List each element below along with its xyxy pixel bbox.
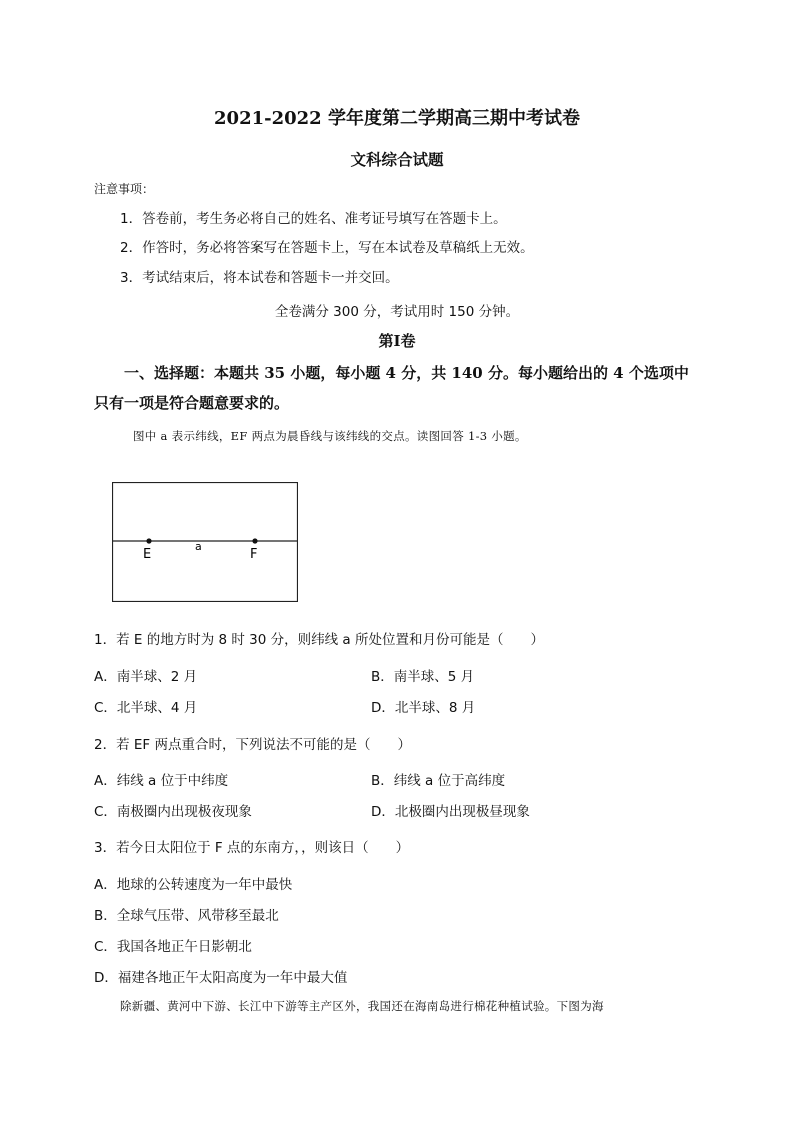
- notice-item: 1．答卷前，考生务必将自己的姓名、准考证号填写在答题卡上。: [120, 211, 507, 227]
- score-line: 全卷满分 300 分，考试用时 150 分钟。: [274, 304, 520, 320]
- question-2-option-d: D．北极圈内出现极昼现象: [371, 804, 530, 820]
- question-3-option-c: C．我国各地正午日影朝北: [94, 939, 252, 955]
- notice-item: 2．作答时，务必将答案写在答题卡上，写在本试卷及草稿纸上无效。: [120, 240, 534, 256]
- question-intro: 图中 a 表示纬线，EF 两点为晨昏线与该纬线的交点。读图回答 1-3 小题。: [133, 429, 527, 443]
- volume-heading: 第Ⅰ卷: [378, 332, 416, 350]
- question-2-stem: 2．若 EF 两点重合时，下列说法不可能的是（ ）: [94, 737, 411, 753]
- question-3-stem: 3．若今日太阳位于 F 点的东南方，，则该日（ ）: [94, 840, 410, 856]
- label-e: E: [143, 547, 152, 562]
- notice-heading: 注意事项：: [94, 182, 155, 196]
- question-1-option-a: A．南半球、2 月: [94, 669, 198, 685]
- question-1-option-b: B．南半球、5 月: [371, 669, 475, 685]
- notice-item: 3．考试结束后，将本试卷和答题卡一并交回。: [120, 270, 399, 286]
- next-passage-intro: 除新疆、黄河中下游、长江中下游等主产区外，我国还在海南岛进行棉花种植试验。下图为海: [120, 999, 604, 1013]
- section-heading-line1: 一、选择题：本题共 35 小题，每小题 4 分，共 140 分。每小题给出的 4 个选项中: [124, 364, 689, 382]
- label-a: a: [195, 540, 202, 553]
- question-3-option-b: B．全球气压带、风带移至最北: [94, 908, 279, 924]
- label-f: F: [250, 547, 258, 562]
- exam-title: 2021-2022 学年度第二学期高三期中考试卷: [214, 108, 580, 129]
- diagram-frame: [113, 483, 298, 602]
- question-1-option-d: D．北半球、8 月: [371, 700, 476, 716]
- question-1-option-c: C．北半球、4 月: [94, 700, 198, 716]
- section-heading-line2: 只有一项是符合题意要求的。: [94, 394, 290, 412]
- question-2-option-b: B．纬线 a 位于高纬度: [371, 773, 506, 789]
- question-2-option-a: A．纬线 a 位于中纬度: [94, 773, 229, 789]
- question-2-option-c: C．南极圈内出现极夜现象: [94, 804, 252, 820]
- point-e: [146, 538, 151, 543]
- latitude-diagram: [112, 482, 298, 602]
- point-f: [252, 538, 257, 543]
- question-3-option-d: D．福建各地正午太阳高度为一年中最大值: [94, 970, 348, 986]
- question-1-stem: 1．若 E 的地方时为 8 时 30 分，则纬线 a 所处位置和月份可能是（ ）: [94, 632, 544, 648]
- question-3-option-a: A．地球的公转速度为一年中最快: [94, 877, 293, 893]
- exam-subtitle: 文科综合试题: [350, 150, 444, 169]
